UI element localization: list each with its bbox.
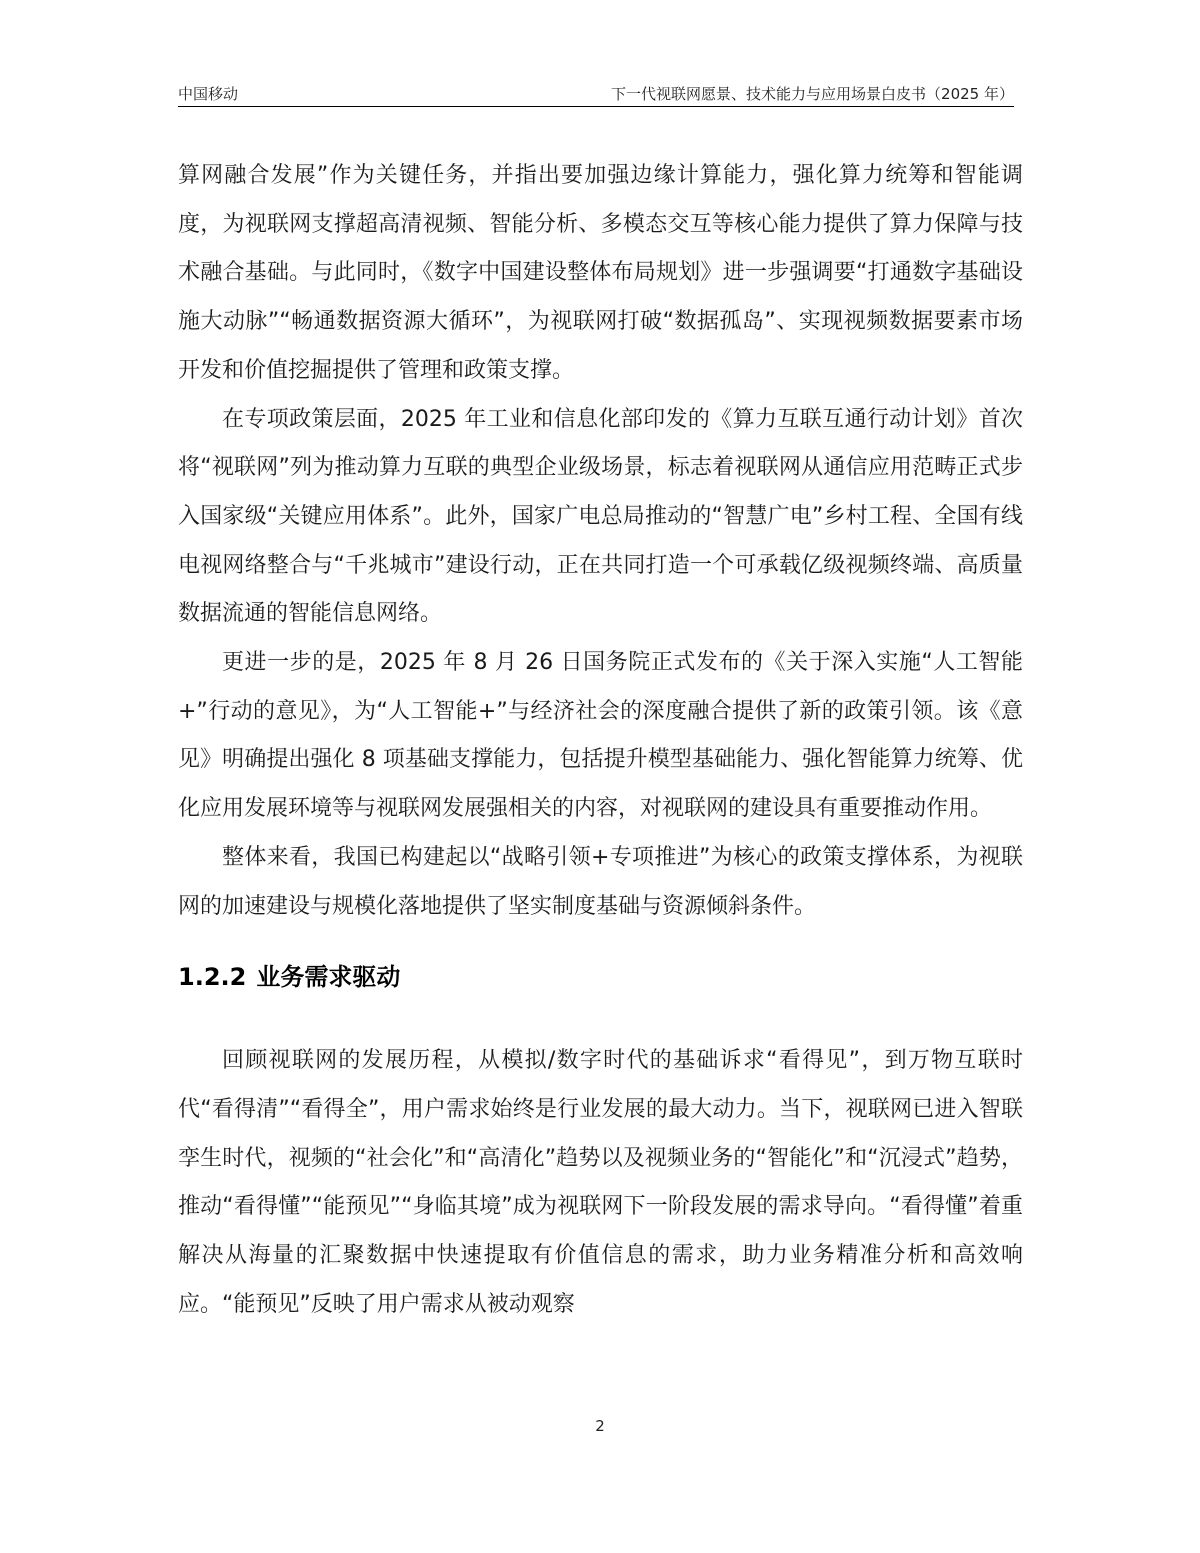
paragraph-business-demand: 回顾视联网的发展历程，从模拟/数字时代的基础诉求“看得见”，到万物互联时代“看得清”“看得全”，用户需求始终是行业发展的最大动力。当下，视联网已进入智联孪生时代，视频的“社会化”和“高清化”趋势以及视频业务的“智能化”和“沉浸式”趋势，推动“看得懂”“能预见”“身临其境”成为视联网下一阶段发展的需求导向。“看得懂”着重解决从海量的汇聚数据中快速提取有价值信息的需求，助力业务精准分析和高效响应。“能预见”反映了用户需求从被动观察: [178, 1048, 1023, 1317]
paragraph-continued: 算网融合发展”作为关键任务，并指出要加强边缘计算能力，强化算力统筹和智能调度，为视联网支撑超高清视频、智能分析、多模态交互等核心能力提供了算力保障与技术融合基础。与此同时，《数字中国建设整体布局规划》进一步强调要“打通数字基础设施大动脉”“畅通数据资源大循环”，为视联网打破“数据孤岛”、实现视频数据要素市场开发和价值挖掘提供了管理和政策支撑。: [178, 163, 1023, 383]
page-number: 2: [595, 1417, 605, 1435]
page-header: [178, 84, 1014, 107]
section-number: 1.2.2: [178, 963, 247, 992]
paragraph-special-policy: 在专项政策层面，2025 年工业和信息化部印发的《算力互联互通行动计划》首次将“视联网”列为推动算力互联的典型企业级场景，标志着视联网从通信应用范畴正式步入国家级“关键应用体系”。此外，国家广电总局推动的“智慧广电”乡村工程、全国有线电视网络整合与“千兆城市”建设行动，正在共同打造一个可承载亿级视频终端、高质量数据流通的智能信息网络。: [178, 406, 1023, 627]
section-heading: [178, 957, 1023, 997]
header-document-title: 下一代视联网愿景、技术能力与应用场景白皮书（2025 年）: [611, 85, 1014, 103]
section-title: 业务需求驱动: [256, 963, 401, 992]
paragraph-ai-plus-policy: 更进一步的是，2025 年 8 月 26 日国务院正式发布的《关于深入实施“人工智能+”行动的意见》，为“人工智能+”与经济社会的深度融合提供了新的政策引领。该《意见》明确提出强化 8 项基础支撑能力，包括提升模型基础能力、强化智能算力统筹、优化应用发展环境等与视联网发展强相关的内容，对视联网的建设具有重要推动作用。: [178, 650, 1023, 822]
header-org-name: 中国移动: [178, 85, 239, 103]
body-text: [178, 152, 1023, 1329]
paragraph-policy-summary: 整体来看，我国已构建起以“战略引领+专项推进”为核心的政策支撑体系，为视联网的加速建设与规模化落地提供了坚实制度基础与资源倾斜条件。: [178, 844, 1023, 919]
